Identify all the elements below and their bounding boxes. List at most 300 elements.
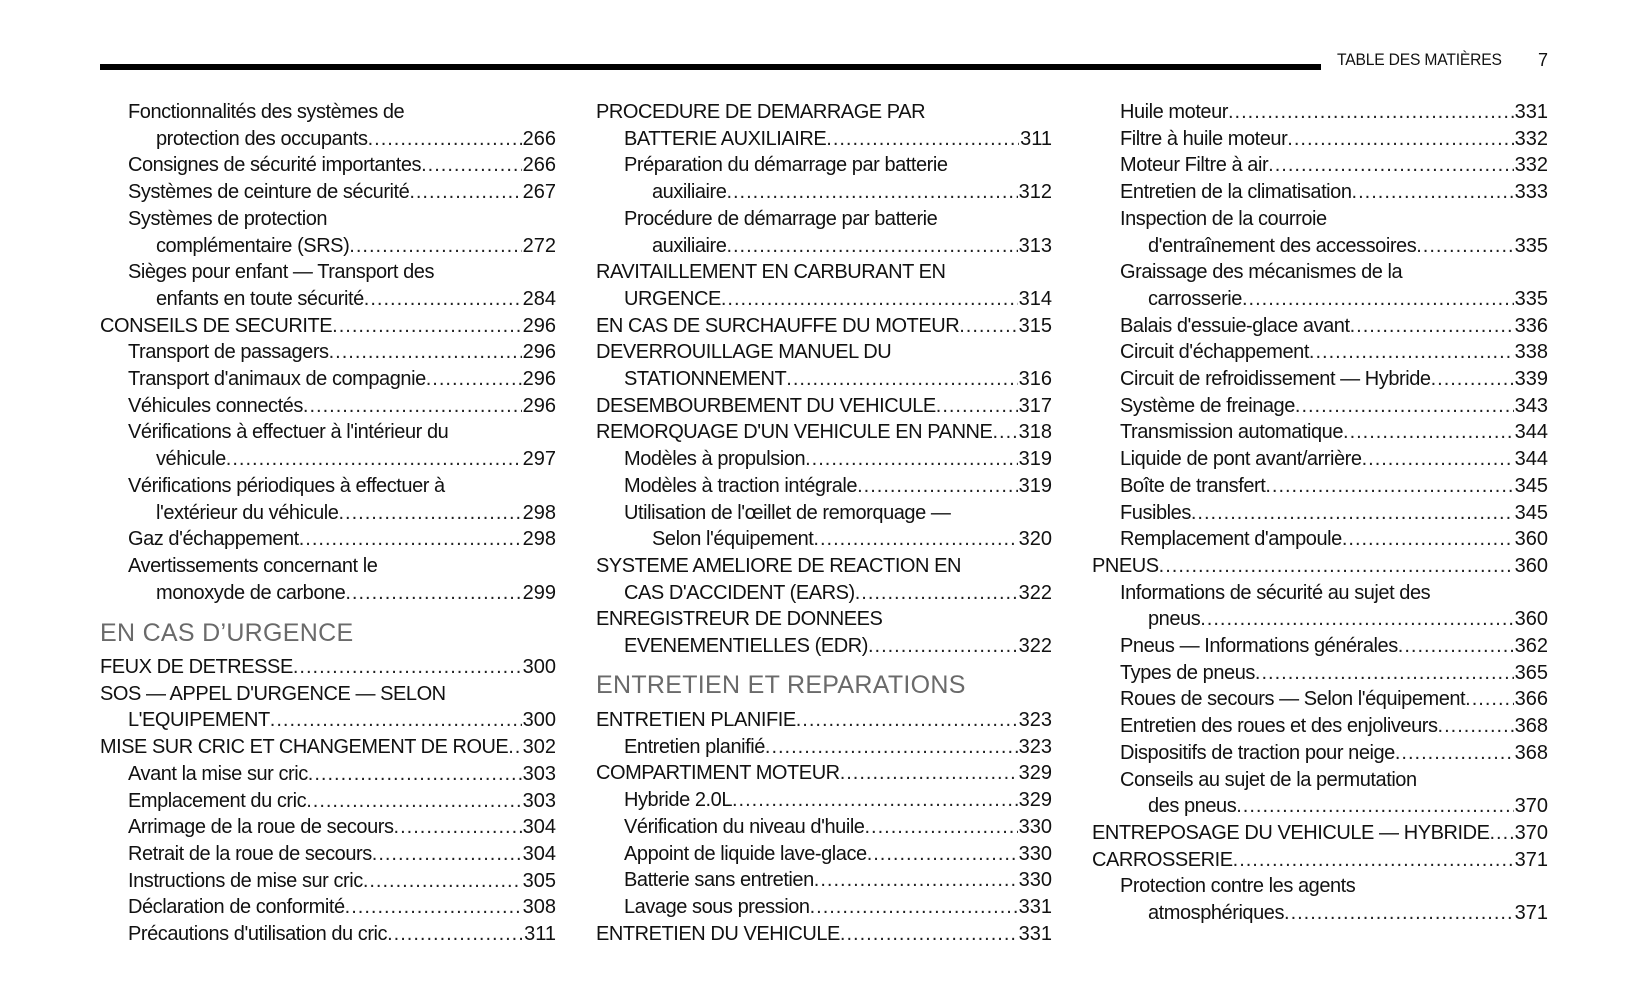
dot-leader [345, 580, 521, 606]
toc-entry-title: RAVITAILLEMENT EN CARBURANT EN [596, 261, 946, 284]
toc-entry[interactable] [1092, 526, 1548, 552]
toc-entry-page: 365 [1514, 661, 1548, 684]
toc-entry-page: 314 [1018, 287, 1052, 310]
dot-leader [368, 126, 522, 152]
dot-leader [1438, 713, 1514, 739]
toc-entry[interactable] [100, 152, 556, 178]
toc-entry-title: Déclaration de conformité [128, 896, 345, 919]
toc-entry-page: 266 [522, 154, 556, 177]
toc-entry[interactable] [596, 126, 1052, 152]
toc-entry[interactable] [100, 126, 556, 152]
dot-leader [1265, 473, 1513, 499]
toc-entry-page: 303 [522, 762, 556, 785]
toc-entry[interactable] [1092, 286, 1548, 312]
toc-entry-title: Système de freinage [1120, 394, 1295, 417]
dot-leader [1191, 500, 1514, 526]
toc-entry-page: 330 [1018, 815, 1052, 838]
toc-entry [596, 500, 1052, 526]
toc-entry[interactable] [1092, 446, 1548, 472]
toc-entry[interactable] [100, 233, 556, 259]
toc-entry-title: Entretien des roues et des enjoliveurs [1120, 715, 1438, 738]
toc-entry-title: Consignes de sécurité importantes [128, 154, 422, 177]
toc-entry [1092, 206, 1548, 232]
toc-entry-title: l'extérieur du véhicule [156, 501, 339, 524]
dot-leader [959, 313, 1017, 339]
toc-entry[interactable] [1092, 473, 1548, 499]
toc-entry-page: 302 [522, 736, 556, 759]
toc-entry[interactable] [100, 654, 556, 680]
toc-entry-title: ENTREPOSAGE DU VEHICULE — HYBRIDE [1092, 821, 1490, 844]
dot-leader [726, 233, 1017, 259]
toc-entry[interactable] [1092, 126, 1548, 152]
toc-entry[interactable] [1092, 179, 1548, 205]
toc-entry-title: Lavage sous pression [624, 895, 810, 918]
dot-leader [363, 868, 522, 894]
toc-entry-title: EN CAS DE SURCHAUFFE DU MOTEUR [596, 314, 960, 337]
toc-entry[interactable] [596, 473, 1052, 499]
toc-entry-title: Dispositifs de traction pour neige [1120, 741, 1395, 764]
toc-entry-title: SYSTEME AMELIORE DE REACTION EN [596, 554, 962, 577]
toc-entry[interactable] [100, 734, 556, 760]
dot-leader [1255, 660, 1514, 686]
toc-entry-title: Arrimage de la roue de secours [128, 816, 394, 839]
dot-leader [1236, 793, 1513, 819]
toc-entry[interactable] [596, 233, 1052, 259]
toc-entry[interactable] [596, 814, 1052, 840]
toc-entry[interactable] [1092, 633, 1548, 659]
dot-leader [508, 734, 521, 760]
toc-entry [1092, 580, 1548, 606]
toc-entry[interactable] [596, 734, 1052, 760]
toc-entry [596, 99, 1052, 125]
toc-entry [596, 553, 1052, 579]
dot-leader [1398, 633, 1514, 659]
toc-entry-title: Boîte de transfert [1120, 474, 1266, 497]
dot-leader [1343, 419, 1514, 445]
toc-entry-title: Instructions de mise sur cric [128, 869, 363, 892]
toc-entry-page: 339 [1514, 368, 1548, 390]
page-number: 7 [1537, 50, 1548, 70]
toc-entry [100, 419, 556, 445]
dot-leader [306, 788, 521, 814]
toc-entry-title: Selon l'équipement [652, 528, 814, 551]
toc-entry-title: carrosserie [1148, 287, 1242, 310]
toc-entry-title: Procédure de démarrage par batterie [624, 207, 938, 230]
dot-leader [226, 446, 522, 472]
dot-leader [1416, 233, 1513, 259]
toc-entry-page: 329 [1018, 789, 1052, 812]
toc-entry-page: 308 [522, 896, 556, 919]
toc-entry-page: 330 [1018, 842, 1052, 865]
dot-leader [1159, 553, 1514, 579]
toc-entry-title: Vérification du niveau d'huile [624, 815, 865, 838]
dot-leader [826, 126, 1019, 152]
dot-leader [270, 707, 522, 733]
dot-leader [868, 633, 1018, 659]
toc-entry[interactable] [1092, 366, 1548, 392]
toc-entry-page: 266 [522, 127, 556, 150]
toc-entry-page: 360 [1514, 608, 1548, 631]
toc-entry[interactable] [596, 633, 1052, 659]
toc-entry-title: Moteur Filtre à air [1120, 154, 1269, 177]
toc-entry-title: pneus [1148, 608, 1201, 631]
dot-leader [1342, 526, 1514, 552]
toc-entry [1092, 873, 1548, 899]
toc-entry-title: FEUX DE DETRESSE [100, 656, 293, 678]
toc-entry-title: Précautions d'utilisation du cric [128, 923, 388, 945]
toc-entry-title: Liquide de pont avant/arrière [1120, 448, 1362, 471]
toc-entry-page: 315 [1018, 314, 1052, 337]
toc-entry [100, 99, 556, 125]
toc-entry-title: atmosphériques [1148, 902, 1285, 924]
dot-leader [308, 761, 522, 787]
toc-entry-title: Avant la mise sur cric [128, 762, 308, 785]
toc-entry-title: Emplacement du cric [128, 789, 307, 812]
toc-entry-title: Roues de secours — Selon l'équipement [1120, 688, 1466, 711]
toc-entry-page: 284 [522, 287, 556, 310]
dot-leader [1362, 446, 1514, 472]
toc-entry[interactable] [596, 526, 1052, 552]
toc-entry-title: Circuit d'échappement [1120, 341, 1309, 364]
toc-entry-page: 343 [1514, 394, 1548, 417]
toc-entry-page: 320 [1018, 528, 1052, 551]
toc-entry[interactable] [100, 313, 556, 339]
toc-entry-title: Vérifications à effectuer à l'intérieur du [128, 421, 449, 444]
dot-leader [303, 393, 522, 419]
toc-entry-title: Balais d'essuie-glace avant [1120, 314, 1350, 337]
toc-entry-page: 371 [1514, 848, 1548, 871]
toc-entry [100, 206, 556, 232]
dot-leader [1200, 606, 1513, 632]
toc-entry-page: 317 [1018, 394, 1052, 417]
toc-entry-title: ENTRETIEN PLANIFIE [596, 709, 796, 731]
toc-entry-page: 366 [1514, 688, 1548, 711]
toc-entry[interactable] [100, 286, 556, 312]
toc-entry[interactable] [1092, 313, 1548, 339]
toc-entry-title: des pneus [1148, 795, 1237, 818]
toc-entry [100, 259, 556, 285]
dot-leader [349, 233, 521, 259]
toc-entry[interactable] [1092, 740, 1548, 766]
toc-entry-title: Circuit de refroidissement — Hybride [1120, 368, 1431, 390]
toc-entry-page: 338 [1514, 341, 1548, 364]
toc-entry[interactable] [1092, 393, 1548, 419]
toc-entry [596, 206, 1052, 232]
toc-entry-title: URGENCE [624, 287, 721, 310]
dot-leader [721, 286, 1018, 312]
toc-entry[interactable] [100, 894, 556, 920]
toc-entry[interactable] [100, 761, 556, 787]
dot-leader [855, 580, 1018, 606]
dot-leader [394, 814, 522, 840]
toc-entry-page: 311 [1020, 127, 1052, 150]
toc-entry[interactable] [596, 787, 1052, 813]
toc-entry-title: Protection contre les agents [1120, 875, 1356, 898]
toc-entry-page: 332 [1514, 154, 1548, 177]
toc-entry[interactable] [1092, 419, 1548, 445]
toc-entry[interactable] [596, 366, 1052, 392]
dot-leader [372, 841, 522, 867]
toc-entry [596, 152, 1052, 178]
dot-leader [796, 707, 1018, 733]
toc-entry-title: Remplacement d'ampoule [1120, 528, 1342, 551]
toc-entry[interactable] [596, 707, 1052, 733]
dot-leader [813, 526, 1017, 552]
toc-entry[interactable] [596, 841, 1052, 867]
dot-leader [1352, 179, 1514, 205]
toc-entry-page: 362 [1514, 635, 1548, 657]
toc-entry[interactable] [100, 500, 556, 526]
dot-leader [810, 894, 1018, 920]
toc-entry-page: 303 [522, 789, 556, 812]
toc-entry-page: 335 [1514, 287, 1548, 310]
toc-entry[interactable] [100, 580, 556, 606]
toc-entry[interactable] [100, 446, 556, 472]
dot-leader [293, 654, 522, 680]
toc-entry [1092, 767, 1548, 793]
toc-entry-page: 300 [522, 709, 556, 732]
toc-entry-title: Systèmes de protection [128, 207, 328, 230]
toc-entry[interactable] [1092, 606, 1548, 632]
toc-entry-page: 344 [1514, 448, 1548, 471]
dot-leader [332, 313, 521, 339]
toc-entry[interactable] [1092, 553, 1548, 579]
dot-leader [1242, 286, 1514, 312]
toc-entry[interactable] [596, 921, 1052, 947]
toc-entry-page: 370 [1514, 821, 1548, 844]
toc-entry[interactable] [100, 788, 556, 814]
toc-entry-title: véhicule [156, 448, 226, 471]
dot-leader [299, 526, 522, 552]
toc-entry-title: Préparation du démarrage par batterie [624, 154, 948, 177]
toc-entry-title: Fusibles [1120, 501, 1191, 524]
toc-entry-title: Sièges pour enfant — Transport des [128, 261, 434, 284]
dot-leader [936, 393, 1018, 419]
toc-entry[interactable] [1092, 660, 1548, 686]
toc-entry-title: Avertissements concernant le [128, 554, 378, 577]
toc-entry-page: 296 [522, 341, 556, 364]
toc-entry[interactable] [596, 760, 1052, 786]
dot-leader [1489, 820, 1513, 846]
toc-entry[interactable] [100, 814, 556, 840]
dot-leader [1465, 686, 1513, 712]
toc-entry[interactable] [100, 366, 556, 392]
toc-entry[interactable] [1092, 793, 1548, 819]
toc-entry-page: 370 [1514, 795, 1548, 818]
toc-entry[interactable] [100, 868, 556, 894]
dot-leader [1287, 126, 1513, 152]
toc-entry-page: 344 [1514, 421, 1548, 444]
toc-entry[interactable] [100, 921, 556, 947]
toc-entry[interactable] [596, 580, 1052, 606]
dot-leader [805, 446, 1018, 472]
toc-entry[interactable] [100, 393, 556, 419]
toc-entry-page: 312 [1018, 181, 1052, 204]
toc-entry-title: Transport d'animaux de compagnie [128, 368, 426, 390]
toc-entry-page: 335 [1514, 234, 1548, 257]
toc-entry-title: Transport de passagers [128, 341, 329, 364]
toc-entry[interactable] [1092, 233, 1548, 259]
toc-entry-title: d'entraînement des accessoires [1148, 234, 1417, 257]
toc-entry-page: 316 [1018, 368, 1052, 390]
toc-entry[interactable] [1092, 152, 1548, 178]
toc-entry-title: Appoint de liquide lave-glace [624, 842, 867, 865]
toc-entry-title: Pneus — Informations générales [1120, 635, 1398, 657]
dot-leader [840, 760, 1018, 786]
toc-entry[interactable] [596, 867, 1052, 893]
toc-entry-title: REMORQUAGE D'UN VEHICULE EN PANNE [596, 421, 993, 444]
toc-entry-page: 330 [1018, 869, 1052, 892]
toc-entry[interactable] [1092, 713, 1548, 739]
section-heading: ENTRETIEN ET REPARATIONS [596, 671, 966, 699]
toc-entry-title: Entretien de la climatisation [1120, 181, 1352, 204]
toc-entry-page: 345 [1514, 501, 1548, 524]
toc-entry-title: CONSEILS DE SECURITE [100, 314, 333, 337]
toc-entry-page: 323 [1018, 735, 1052, 758]
toc-entry-page: 371 [1514, 902, 1548, 924]
toc-entry[interactable] [1092, 339, 1548, 365]
toc-entry[interactable] [1092, 500, 1548, 526]
toc-entry[interactable] [596, 179, 1052, 205]
toc-entry-page: 331 [1018, 895, 1052, 918]
dot-leader [338, 500, 521, 526]
dot-leader [1284, 900, 1514, 926]
toc-entry [100, 473, 556, 499]
dot-leader [1268, 152, 1513, 178]
dot-leader [992, 419, 1017, 445]
toc-entry[interactable] [1092, 900, 1548, 926]
toc-entry-title: enfants en toute sécurité [156, 287, 364, 310]
dot-leader [345, 894, 522, 920]
header-rule [100, 64, 1321, 70]
dot-leader [1350, 313, 1514, 339]
toc-entry-title: CAS D'ACCIDENT (EARS) [624, 581, 855, 604]
dot-leader [1309, 339, 1514, 365]
toc-entry-title: Graissage des mécanismes de la [1120, 261, 1403, 284]
toc-entry[interactable] [596, 446, 1052, 472]
toc-entry-page: 322 [1018, 635, 1052, 657]
toc-entry-title: Entretien planifié [624, 735, 765, 758]
toc-entry-title: Modèles à propulsion [624, 448, 806, 471]
dot-leader [421, 152, 522, 178]
toc-entry-title: PNEUS [1092, 554, 1159, 577]
toc-entry-page: 318 [1018, 421, 1052, 444]
toc-entry-title: Batterie sans entretien [624, 869, 814, 892]
toc-entry[interactable] [100, 707, 556, 733]
toc-entry-title: complémentaire (SRS) [156, 234, 350, 257]
toc-entry-page: 304 [522, 842, 556, 865]
toc-entry-page: 332 [1514, 127, 1548, 150]
toc-entry[interactable] [596, 313, 1052, 339]
toc-entry-title: Filtre à huile moteur [1120, 127, 1288, 150]
running-title: TABLE DES MATIÈRES [1337, 50, 1502, 69]
toc-entry-title: Utilisation de l'œillet de remorquage — [624, 501, 951, 524]
toc-entry-title: Types de pneus [1120, 661, 1255, 684]
toc-entry[interactable] [100, 841, 556, 867]
dot-leader [726, 179, 1017, 205]
toc-entry[interactable] [596, 894, 1052, 920]
toc-entry-title: protection des occupants [156, 127, 368, 150]
toc-entry-title: Véhicules connectés [128, 394, 303, 417]
toc-entry-page: 319 [1018, 448, 1052, 471]
toc-entry-page: 296 [522, 368, 556, 390]
toc-entry [596, 339, 1052, 365]
toc-entry-page: 311 [524, 923, 556, 945]
dot-leader [1295, 393, 1514, 419]
toc-entry-title: Vérifications périodiques à effectuer à [128, 474, 445, 497]
toc-entry-title: Informations de sécurité au sujet des [1120, 581, 1431, 604]
toc-entry-page: 296 [522, 394, 556, 417]
dot-leader [1233, 847, 1514, 873]
toc-entry[interactable] [596, 419, 1052, 445]
toc-entry[interactable] [100, 339, 556, 365]
dot-leader [865, 814, 1018, 840]
toc-entry-page: 345 [1514, 474, 1548, 497]
toc-entry-page: 368 [1514, 741, 1548, 764]
toc-entry-title: EVENEMENTIELLES (EDR) [624, 635, 868, 657]
toc-entry-title: Gaz d'échappement [128, 528, 299, 551]
toc-entry-title: ENTRETIEN DU VEHICULE [596, 922, 840, 945]
toc-entry-page: 305 [522, 869, 556, 892]
toc-entry-page: 300 [522, 656, 556, 678]
toc-entry-page: 304 [522, 816, 556, 839]
toc-entry[interactable] [596, 393, 1052, 419]
toc-entry-title: DEVERROUILLAGE MANUEL DU [596, 341, 892, 364]
dot-leader [387, 921, 523, 947]
toc-entry[interactable] [1092, 847, 1548, 873]
dot-leader [1228, 99, 1514, 125]
toc-entry-page: 297 [522, 448, 556, 471]
toc-entry-page: 368 [1514, 715, 1548, 738]
toc-entry[interactable] [100, 526, 556, 552]
dot-leader [409, 179, 521, 205]
section-heading: EN CAS D’URGENCE [100, 619, 354, 647]
dot-leader [765, 734, 1018, 760]
toc-entry-title: COMPARTIMENT MOTEUR [596, 762, 840, 785]
toc-entry-title: ENREGISTREUR DE DONNEES [596, 608, 883, 631]
toc-entry[interactable] [1092, 820, 1548, 846]
toc-entry-title: DESEMBOURBEMENT DU VEHICULE [596, 394, 936, 417]
toc-entry-title: SOS — APPEL D'URGENCE — SELON [100, 682, 446, 705]
toc-entry-page: 272 [522, 234, 556, 257]
toc-entry-page: 299 [522, 581, 556, 604]
dot-leader [1395, 740, 1514, 766]
dot-leader [786, 366, 1017, 392]
toc-entry-page: 322 [1018, 581, 1052, 604]
toc-entry-title: MISE SUR CRIC ET CHANGEMENT DE ROUE [100, 736, 509, 759]
toc-entry-title: Hybride 2.0L [624, 789, 732, 812]
toc-entry-title: STATIONNEMENT [624, 368, 787, 390]
toc-entry-page: 298 [522, 501, 556, 524]
dot-leader [1431, 366, 1514, 392]
toc-entry-page: 323 [1018, 709, 1052, 731]
toc-entry-page: 360 [1514, 528, 1548, 551]
toc-entry[interactable] [100, 179, 556, 205]
toc-entry-title: CARROSSERIE [1092, 848, 1233, 871]
toc-entry-page: 360 [1514, 554, 1548, 577]
toc-entry-title: Transmission automatique [1120, 421, 1344, 444]
toc-entry[interactable] [596, 286, 1052, 312]
toc-entry-page: 331 [1018, 922, 1052, 945]
toc-entry-title: Systèmes de ceinture de sécurité [128, 181, 410, 204]
toc-entry-title: Fonctionnalités des systèmes de [128, 101, 405, 123]
toc-entry[interactable] [1092, 99, 1548, 125]
toc-entry-title: Conseils au sujet de la permutation [1120, 768, 1417, 791]
toc-entry-title: Huile moteur [1120, 101, 1228, 123]
toc-entry [596, 259, 1052, 285]
toc-entry-title: BATTERIE AUXILIAIRE [624, 127, 827, 150]
toc-entry[interactable] [1092, 686, 1548, 712]
